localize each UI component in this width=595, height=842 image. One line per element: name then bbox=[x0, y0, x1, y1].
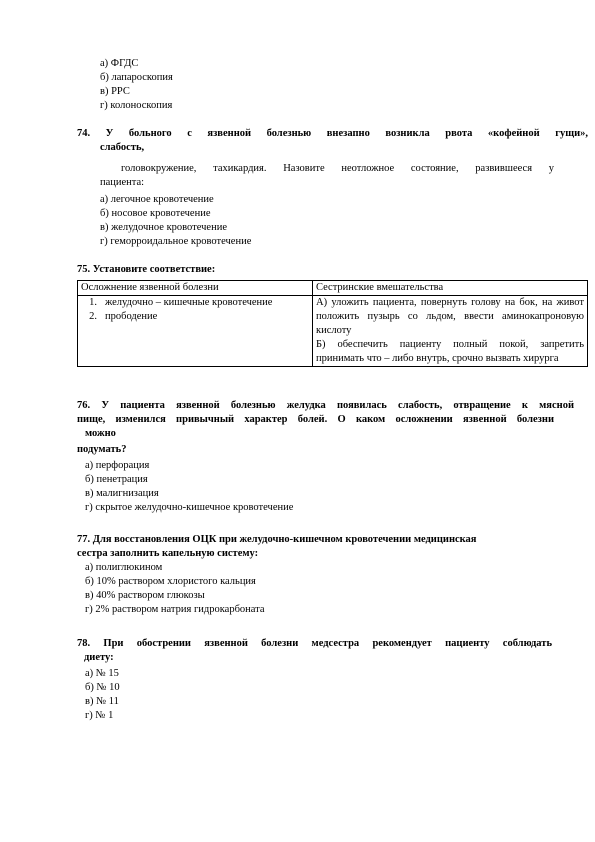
q76-text-line-2: пище, изменился привычный характер болей. О каком осложнении язвенной болезни bbox=[77, 414, 554, 425]
list-item-text: желудочно – кишечные кровотечение bbox=[105, 297, 273, 308]
q78-option-c: в) № 11 bbox=[85, 696, 119, 707]
table-header-complication: Осложнение язвенной болезни bbox=[78, 281, 313, 296]
q77-option-d: г) 2% раствором натрия гидрокарбоната bbox=[85, 604, 265, 615]
list-item bbox=[81, 296, 309, 310]
list-item-text: прободение bbox=[105, 311, 158, 322]
q73-option-c: в) РРС bbox=[100, 86, 130, 97]
q75-title: 75. Установите соответствие: bbox=[77, 264, 216, 275]
q78-text-line-2: диету: bbox=[84, 652, 114, 663]
intervention-b: Б) обеспечить пациенту полный покой, запретить принимать что – либо внутрь, срочно вызвать хирурга bbox=[316, 339, 584, 364]
q74-text-line-1: 74. У больного с язвенной болезнью внезапно возникла рвота «кофейной гущи», bbox=[77, 128, 588, 139]
list-item-number: 2. bbox=[89, 311, 97, 322]
intervention-a: А) уложить пациента, повернуть голову на бок, на живот положить пузырь со льдом, ввести аминокапроновую кислоту bbox=[316, 297, 584, 336]
q76-text-line-4: подумать? bbox=[77, 444, 127, 455]
complication-list bbox=[81, 296, 309, 324]
q75-matching-table bbox=[77, 280, 588, 367]
q73-option-d: г) колоноскопия bbox=[100, 100, 173, 111]
q77-option-a: а) полиглюкином bbox=[85, 562, 163, 573]
q74-option-d: г) геморроидальное кровотечение bbox=[100, 236, 252, 247]
table-row bbox=[78, 296, 588, 367]
q77-option-c: в) 40% раствором глюкозы bbox=[85, 590, 205, 601]
q74-option-a: а) легочное кровотечение bbox=[100, 194, 214, 205]
q73-option-b: б) лапароскопия bbox=[100, 72, 173, 83]
list-item bbox=[81, 310, 309, 324]
q77-option-b: б) 10% раствором хлористого кальция bbox=[85, 576, 256, 587]
q76-option-d: г) скрытое желудочно-кишечное кровотечение bbox=[85, 502, 294, 513]
q74-option-b: б) носовое кровотечение bbox=[100, 208, 211, 219]
q77-text-line-1: 77. Для восстановления ОЦК при желудочно-кишечном кровотечении медицинская bbox=[77, 534, 477, 545]
q76-option-b: б) пенетрация bbox=[85, 474, 148, 485]
q78-option-a: а) № 15 bbox=[85, 668, 119, 679]
q78-option-b: б) № 10 bbox=[85, 682, 120, 693]
table-header-nursing: Сестринские вмешательства bbox=[313, 281, 588, 296]
q77-text-line-2: сестра заполнить капельную систему: bbox=[77, 548, 259, 559]
q74-text-line-3: головокружение, тахикардия. Назовите неотложное состояние, развившееся у bbox=[121, 163, 554, 174]
list-item-number: 1. bbox=[89, 297, 97, 308]
q78-text-line-1: 78. При обострении язвенной болезни медсестра рекомендует пациенту соблюдать bbox=[77, 638, 552, 649]
q74-option-c: в) желудочное кровотечение bbox=[100, 222, 227, 233]
complication-list-cell bbox=[78, 296, 313, 367]
q76-text-line-1: 76. У пациента язвенной болезнью желудка появилась слабость, отвращение к мясной bbox=[77, 400, 574, 411]
nursing-interventions-cell bbox=[313, 296, 588, 367]
q76-option-a: а) перфорация bbox=[85, 460, 150, 471]
q76-option-c: в) малигнизация bbox=[85, 488, 159, 499]
q78-option-d: г) № 1 bbox=[85, 710, 114, 721]
q74-text-line-2: слабость, bbox=[100, 142, 145, 153]
q76-text-line-3: можно bbox=[85, 428, 116, 439]
table-header-row bbox=[78, 281, 588, 296]
q74-text-line-4: пациента: bbox=[100, 177, 145, 188]
q73-option-a: а) ФГДС bbox=[100, 58, 139, 69]
